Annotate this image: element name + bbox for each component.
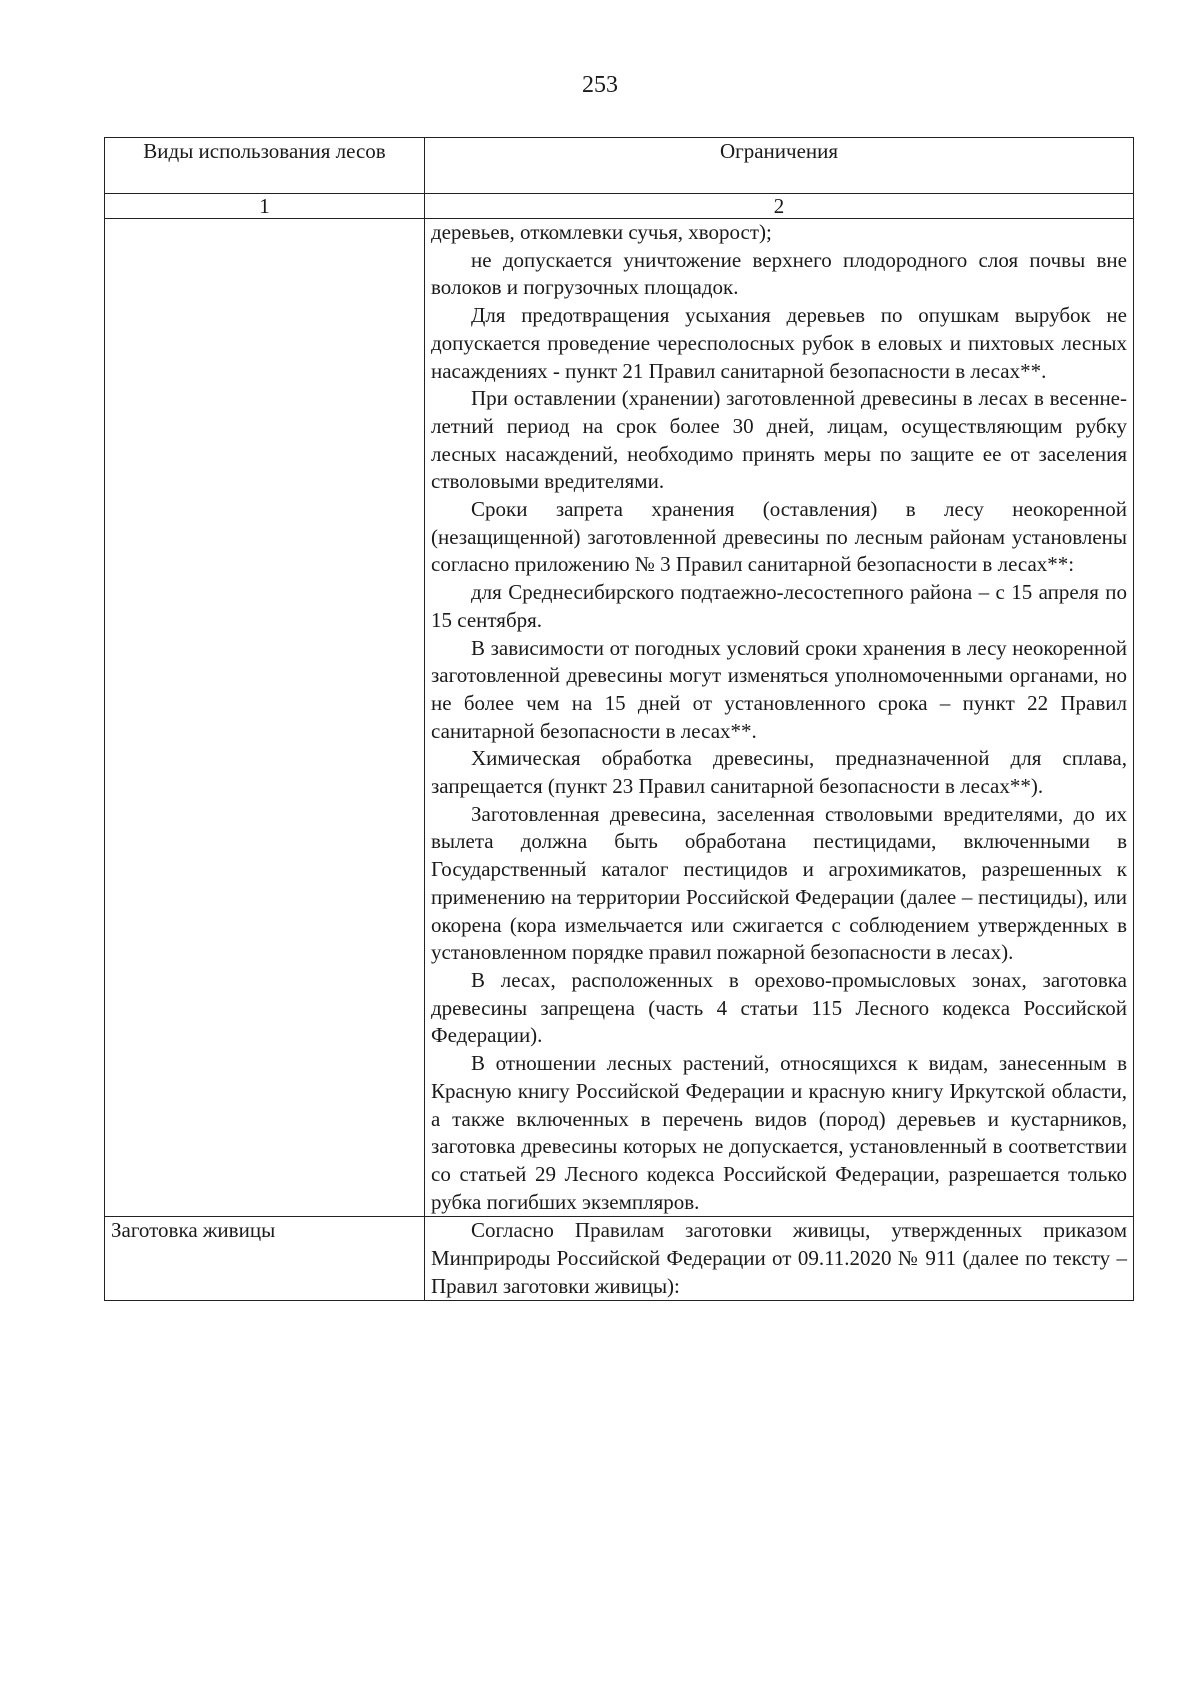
paragraph: не допускается уничтожение верхнего плодородного слоя почвы вне волоков и погрузочных площадок. [431, 247, 1127, 300]
column-number-2: 2 [425, 194, 1134, 219]
paragraph: В зависимости от погодных условий сроки хранения в лесу неокоренной заготовленной древесины могут изменяться уполномоченными органами, но не более чем на 15 дней от установленного срока – пункт 22 Правил санитарной безопасности в лесах**. [431, 635, 1127, 743]
row-restrictions [425, 219, 1134, 1217]
paragraph: для Среднесибирского подтаежно-лесостепного района – с 15 апреля по 15 сентября. [431, 580, 1127, 632]
paragraph: Согласно Правилам заготовки живицы, утвержденных приказом Минприроды Российской Федерации от 09.11.2020 № 911 (далее по тексту – Правил заготовки живицы): [431, 1218, 1127, 1298]
table-row [105, 219, 1134, 1217]
header-forest-use-types: Виды использования лесов [105, 138, 425, 194]
table-row [105, 1217, 1134, 1301]
paragraph: Сроки запрета хранения (оставления) в лесу неокоренной (незащищенной) заготовленной древесины по лесным районам установлены согласно приложению № 3 Правил санитарной безопасности в лесах**: [431, 497, 1127, 577]
row-restrictions [425, 1217, 1134, 1301]
paragraph: При оставлении (хранении) заготовленной древесины в лесах в весенне-летний период на срок более 30 дней, лицам, осуществляющим рубку лесных насаждений, необходимо принять меры по защите ее от заселения стволовыми вредителями. [431, 386, 1127, 494]
table-header-row [105, 138, 1134, 194]
row-label-resin-harvesting: Заготовка живицы [105, 1217, 425, 1301]
page-number: 253 [582, 72, 618, 98]
paragraph: В лесах, расположенных в орехово-промысловых зонах, заготовка древесины запрещена (часть 4 статьи 115 Лесного кодекса Российской Федерации). [431, 967, 1127, 1048]
header-restrictions: Ограничения [425, 138, 1134, 194]
paragraph: В отношении лесных растений, относящихся к видам, занесенным в Красную книгу Российской Федерации и красную книгу Иркутской области, а также включенных в перечень видов (пород) деревьев и кустарников, заготовка древесины которых не допускается, установленный в соответствии со статьей 29 Лесного кодекса Российской Федерации, разрешается только рубка погибших экземпляров. [431, 1051, 1127, 1214]
paragraph: деревьев, откомлевки сучья, хворост); [431, 220, 772, 244]
paragraph: Заготовленная древесина, заселенная стволовыми вредителями, до их вылета должна быть обработана пестицидами, включенными в Государственный каталог пестицидов и агрохимикатов, разрешенных к применению на территории Российской Федерации (далее – пестициды), или окорена (кора измельчается или сжигается с соблюдением утвержденных в установленном порядке правил пожарной безопасности в лесах). [431, 801, 1127, 965]
paragraph: Химическая обработка древесины, предназначенной для сплава, запрещается (пункт 23 Правил санитарной безопасности в лесах**). [431, 746, 1127, 799]
paragraph: Для предотвращения усыхания деревьев по опушкам вырубок не допускается проведение чересполосных рубок в еловых и пихтовых лесных насаждениях - пункт 21 Правил санитарной безопасности в лесах**. [431, 303, 1127, 383]
restrictions-table [104, 137, 1134, 1301]
column-number-1: 1 [105, 194, 425, 219]
row-label [105, 219, 425, 1217]
table-number-row [105, 194, 1134, 219]
